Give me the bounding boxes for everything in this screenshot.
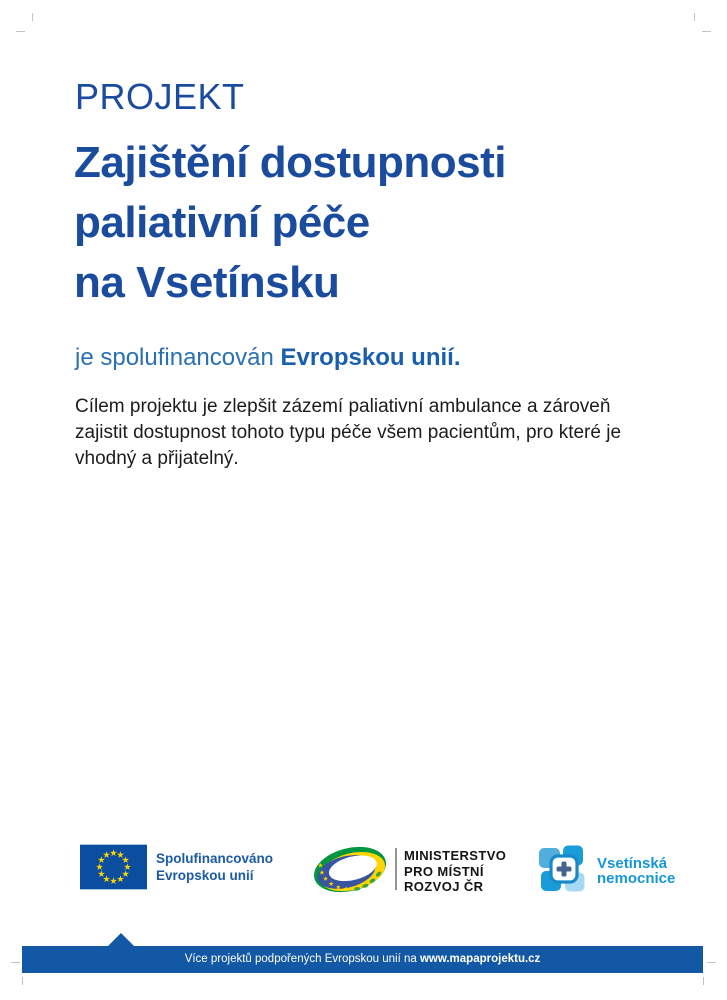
hospital-label [597,857,675,886]
project-title-line: na Vsetínsku [74,258,340,307]
crop-mark [32,13,33,21]
eu-flag-logo [80,844,147,895]
eu-credit-line: Evropskou unií [156,868,254,883]
crop-mark [702,31,711,32]
project-title-line: paliativní péče [74,198,370,247]
cofinance-regular-text: je spolufinancován [75,344,281,371]
crop-mark [703,977,704,985]
hospital-cross-icon [537,844,592,896]
description-line: zajistit dostupnost tohoto typu péče všem pacientům, pro které je [75,422,622,443]
ministry-swirl-icon [311,843,389,896]
hospital-label-line: nemocnice [597,869,676,887]
footer-note-text: Více projektů podpořených Evropskou unií na [184,953,420,965]
footer-url-text: www.mapaprojektu.cz [419,953,541,965]
crop-mark [22,977,23,985]
ministry-label-line: ROZVOJ ČR [404,879,484,894]
crop-mark [11,962,20,963]
footer-arrow-icon [108,933,134,946]
project-kicker: PROJEKT [75,76,245,117]
crop-mark [707,962,716,963]
ministry-label-line: MINISTERSTVO [404,848,507,863]
description-line: Cílem projektu je zlepšit zázemí paliativní ambulance a zároveň [75,396,611,417]
logo-divider [395,848,397,890]
crop-mark [16,31,25,32]
footer-bar [22,946,703,973]
ministry-label-line: PRO MÍSTNÍ [404,863,484,879]
eu-credit-line: Spolufinancováno [156,851,274,866]
crop-mark [694,13,695,21]
cofinance-line [75,344,461,372]
hospital-logo [537,844,592,901]
description-line: vhodný a přijatelný. [75,448,239,469]
ministry-label [404,848,506,895]
ministry-logo [311,843,389,901]
hospital-label-line: Vsetínská [597,855,668,872]
project-description [75,394,621,472]
project-title [74,133,506,313]
project-title-line: Zajištění dostupnosti [74,138,506,187]
eu-flag-icon [80,844,147,890]
eu-credit-label [156,850,273,884]
cofinance-bold-text: Evropskou unií. [280,344,461,371]
